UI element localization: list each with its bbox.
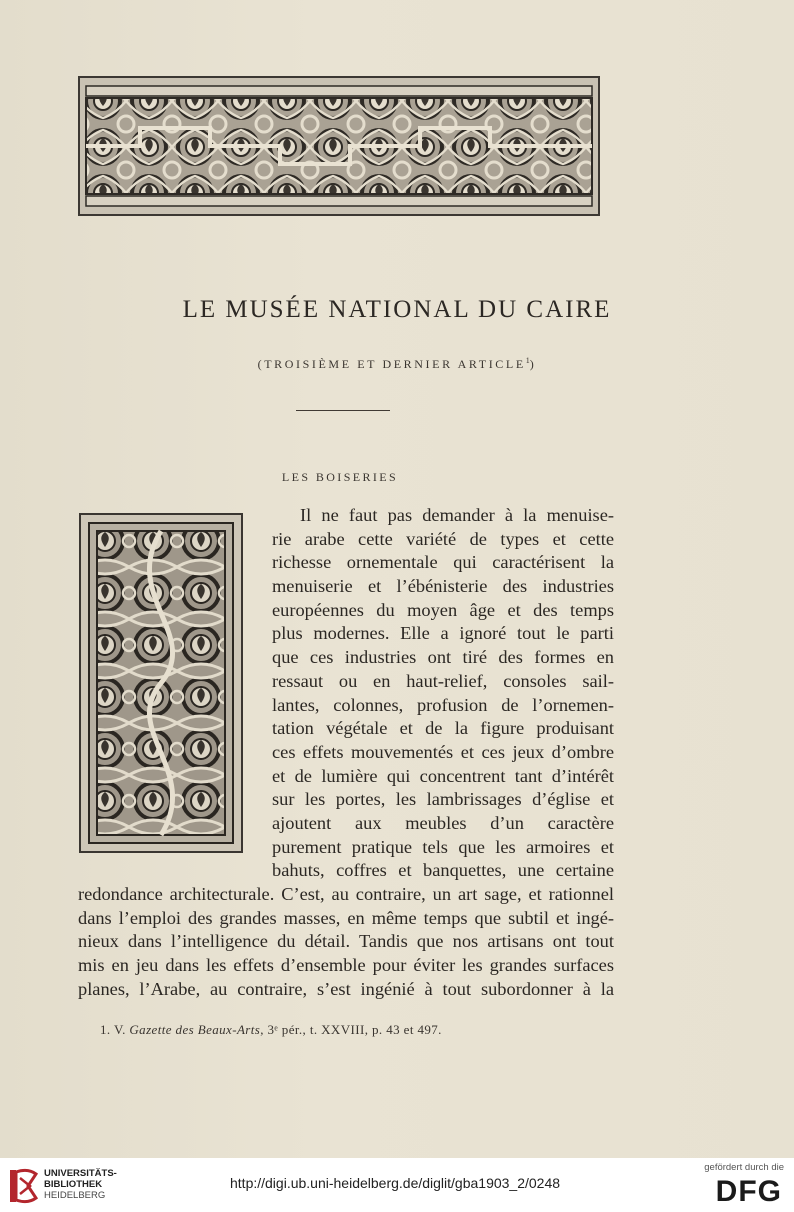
body-line: et de lumière qui concentrent tant d’intérêt	[272, 765, 614, 786]
body-line: sur les portes, les lambrissages d’église et	[272, 789, 614, 810]
article-body	[78, 504, 614, 1001]
article-title: LE MUSÉE NATIONAL DU CAIRE	[182, 296, 612, 323]
footnote-suffix: , 3ᵉ pér., t. XXVIII, p. 43 et 497.	[260, 1022, 442, 1037]
frieze-pattern	[80, 78, 598, 214]
body-line: planes, l’Arabe, au contraire, s’est ingénié à tout subordonner à la	[78, 978, 614, 999]
article-subtitle	[0, 356, 794, 372]
body-line: dans l’emploi des grandes masses, en même temps que subtil et ingé-	[78, 907, 614, 928]
body-line: tation végétale et de la figure produisant	[272, 718, 614, 739]
footnote-marker: 1	[525, 356, 530, 365]
library-name[interactable]	[44, 1168, 117, 1201]
body-line: ressaut ou en haut-relief, consoles sail-	[272, 670, 614, 691]
subtitle-close: )	[529, 357, 537, 371]
body-line: bahuts, coffres et banquettes, une certaine	[272, 860, 614, 881]
title-divider	[296, 410, 390, 411]
body-line: menuiserie et l’ébénisterie des industries	[272, 576, 614, 597]
body-line: ces effets mouvementés et ces jeux d’ombre	[272, 741, 614, 762]
dfg-logo[interactable]: DFG	[715, 1175, 782, 1208]
footnote	[100, 1022, 442, 1038]
university-library-logo-icon[interactable]	[8, 1166, 40, 1206]
body-line: Il ne faut pas demander à la menuise-	[300, 505, 614, 525]
library-name-line: BIBLIOTHEK	[44, 1179, 103, 1190]
digitization-footer	[0, 1158, 794, 1212]
sponsor-caption: gefördert durch die	[704, 1162, 784, 1173]
body-line: que ces industries ont tiré des formes en	[272, 647, 614, 668]
library-name-line: UNIVERSITÄTS-	[44, 1168, 117, 1179]
footnote-prefix: 1. V.	[100, 1022, 130, 1037]
body-line: nieux dans l’intelligence du détail. Tandis que nos artisans ont tout	[78, 931, 614, 952]
body-line: richesse ornementale qui caractérisent la	[272, 552, 614, 573]
body-line: plus modernes. Elle a ignoré tout le parti	[272, 623, 614, 644]
subtitle-text: (TROISIÈME ET DERNIER ARTICLE	[257, 357, 526, 371]
carved-frieze-illustration	[78, 76, 600, 216]
body-line: redondance architecturale. C’est, au contraire, un art sage, et rationnel	[78, 884, 614, 904]
body-line: purement pratique tels que les armoires et	[272, 836, 614, 857]
document-url-link[interactable]: http://digi.ub.uni-heidelberg.de/diglit/gba1903_2/0248	[230, 1175, 561, 1191]
body-line: européennes du moyen âge et des temps	[272, 599, 614, 620]
body-line: lantes, colonnes, profusion de l’ornemen-	[272, 694, 614, 715]
body-line: ajoutent aux meubles d’un caractère	[272, 812, 614, 833]
library-name-line: HEIDELBERG	[44, 1190, 106, 1201]
footnote-journal: Gazette des Beaux-Arts	[129, 1022, 261, 1037]
body-line: mis en jeu dans les effets d’ensemble pour éviter les grandes surfaces	[78, 955, 614, 976]
body-line: rie arabe cette variété de types et cette	[272, 528, 614, 549]
section-heading: LES BOISERIES	[281, 470, 399, 484]
